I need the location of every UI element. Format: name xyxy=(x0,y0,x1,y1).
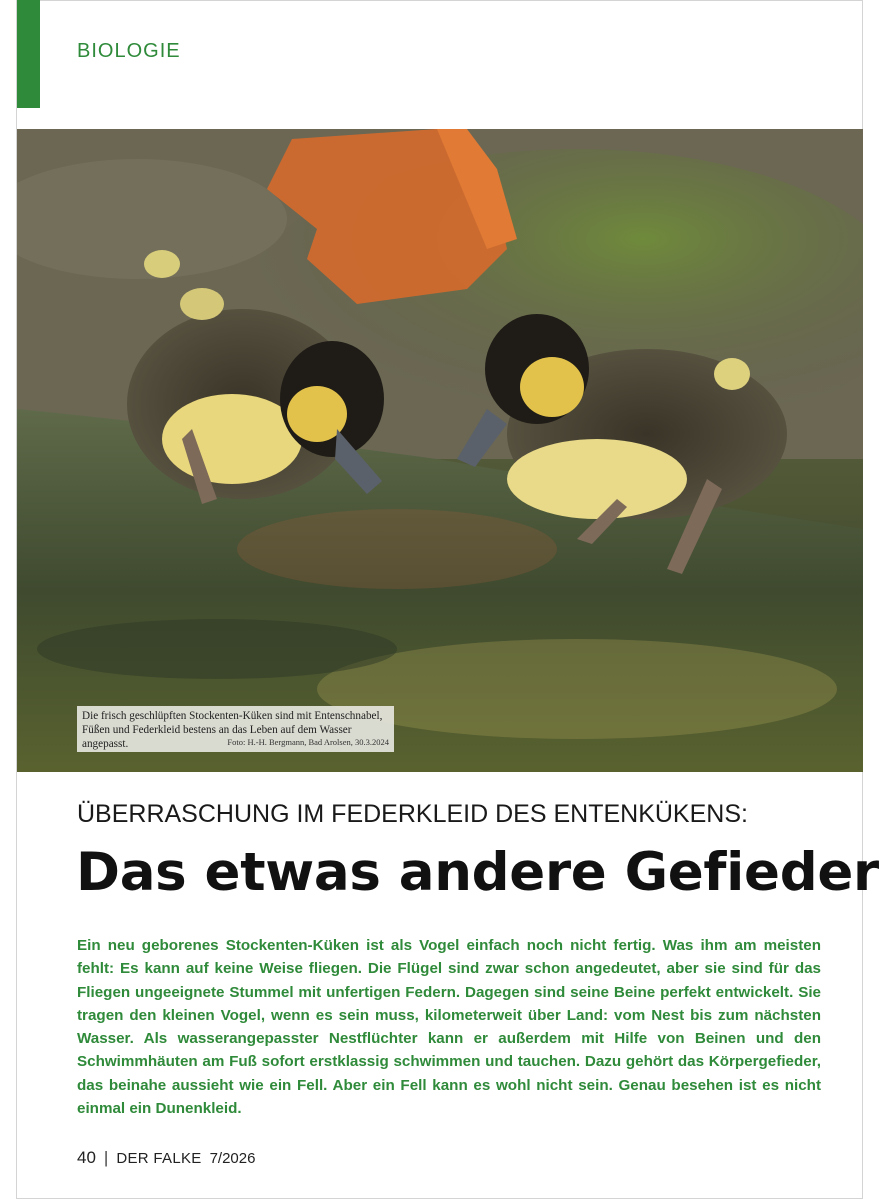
section-color-bar xyxy=(17,0,40,108)
photo-caption xyxy=(77,706,394,752)
section-label: BIOLOGIE xyxy=(77,40,181,62)
footer-separator: | xyxy=(103,1148,109,1167)
article-headline: Das etwas andere Gefieder xyxy=(76,842,879,903)
photo-credit: Foto: H.-H. Bergmann, Bad Arolsen, 30.3.2024 xyxy=(227,737,389,747)
page-footer xyxy=(77,1148,255,1168)
issue-number: 7/2026 xyxy=(209,1150,256,1167)
caption-text: Die frisch geschlüpften Stockenten-Küken sind mit Entenschnabel, Füßen und Federkleid bestens an das Leben auf dem Wasser angepasst. xyxy=(82,710,383,750)
article-kicker: ÜBERRASCHUNG IM FEDERKLEID DES ENTENKÜKENS: xyxy=(77,800,748,828)
magazine-name: DER FALKE xyxy=(116,1150,202,1167)
photo-illustration xyxy=(17,129,863,772)
page-number: 40 xyxy=(77,1148,96,1167)
duckling-photo xyxy=(17,129,863,772)
article-lead: Ein neu geborenes Stockenten-Küken ist als Vogel einfach noch nicht fertig. Was ihm am meisten fehlt: Es kann auf keine Weise fliegen. Die Flügel sind zwar schon angedeutet, aber sie sind für das Fliegen ungeeignete Stummel mit unfertigen Federn. Dagegen sind seine Beine perfekt entwickelt. Sie tragen den kleinen Vogel, wenn es sein muss, kilometerweit über Land: vom Nest bis zum nächsten Wasser. Als wasserangepasster Nestflüchter kann er außerdem mit Hilfe von Beinen und den Schwimmhäuten am Fuß sofort erstklassig schwimmen und tauchen. Dazu gehört das Körpergefieder, das beinahe aussieht wie ein Fell. Aber ein Fell kann es wohl nicht sein. Genau besehen ist es nicht einmal ein Dunenkleid. xyxy=(77,937,821,1118)
